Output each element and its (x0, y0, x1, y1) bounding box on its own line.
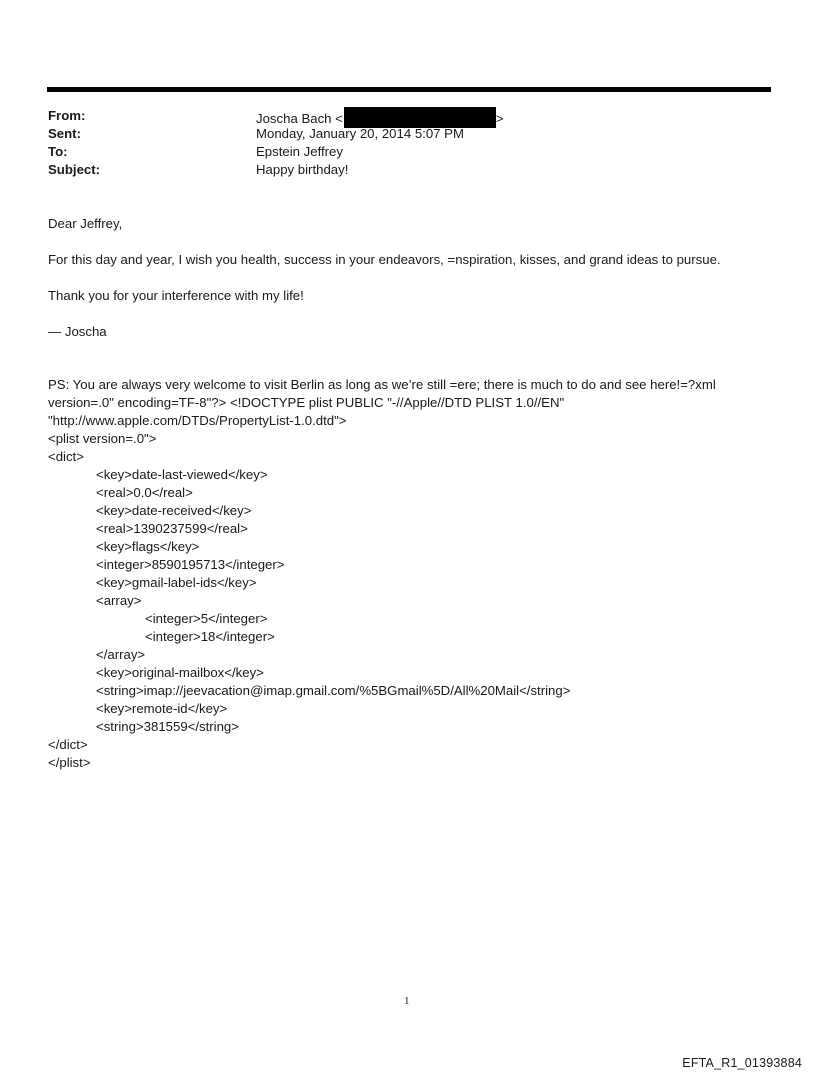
array-item: <integer>18</integer> (145, 629, 275, 644)
plist-line: </array> (96, 647, 146, 662)
array-item: <integer>5</integer> (145, 611, 268, 626)
to-value: Epstein Jeffrey (256, 144, 343, 159)
page-number: 1 (404, 995, 410, 1007)
plist-line: <array> (96, 593, 142, 608)
plist-line: <key>original-mailbox</key> (96, 665, 264, 680)
subject-label: Subject: (48, 162, 101, 177)
from-label: From: (48, 108, 86, 123)
plist-line: <key>gmail-label-ids</key> (96, 575, 257, 590)
plist-close: </plist> (48, 755, 91, 770)
from-suffix: > (495, 111, 504, 126)
plist-line: <key>remote-id</key> (96, 701, 228, 716)
to-label: To: (48, 144, 68, 159)
plist-line: <key>date-last-viewed</key> (96, 467, 268, 482)
header-rule (47, 87, 771, 92)
thanks-paragraph: Thank you for your interference with my life! (48, 288, 304, 303)
plist-line: <key>flags</key> (96, 539, 200, 554)
subject-value: Happy birthday! (256, 162, 349, 177)
plist-line: <real>1390237599</real> (96, 521, 248, 536)
plist-line: <string>imap://jeevacation@imap.gmail.com/%5BGmail%5D/All%20Mail</string> (96, 683, 571, 698)
from-name: Joscha Bach < (256, 111, 343, 126)
plist-line: <key>date-received</key> (96, 503, 252, 518)
wish-paragraph: For this day and year, I wish you health, success in your endeavors, =nspiration, kisses, and grand ideas to pursue. (48, 252, 721, 267)
plist-line: <string>381559</string> (96, 719, 239, 734)
dict-close: </dict> (48, 737, 88, 752)
plist-line: <integer>8590195713</integer> (96, 557, 285, 572)
plist-open: <plist version=.0"> (48, 431, 157, 446)
sent-value: Monday, January 20, 2014 5:07 PM (256, 126, 464, 141)
ps-line: "http://www.apple.com/DTDs/PropertyList-1.0.dtd"> (48, 413, 347, 428)
plist-line: <real>0.0</real> (96, 485, 193, 500)
bates-number: EFTA_R1_01393884 (682, 1056, 802, 1070)
signature: — Joscha (48, 324, 107, 339)
sent-label: Sent: (48, 126, 81, 141)
ps-line: version=.0" encoding=TF-8"?> <!DOCTYPE plist PUBLIC "-//Apple//DTD PLIST 1.0//EN" (48, 395, 565, 410)
ps-line: PS: You are always very welcome to visit Berlin as long as we’re still =ere; there is much to do and see here!=?xml (48, 377, 716, 392)
greeting: Dear Jeffrey, (48, 216, 123, 231)
dict-open: <dict> (48, 449, 84, 464)
